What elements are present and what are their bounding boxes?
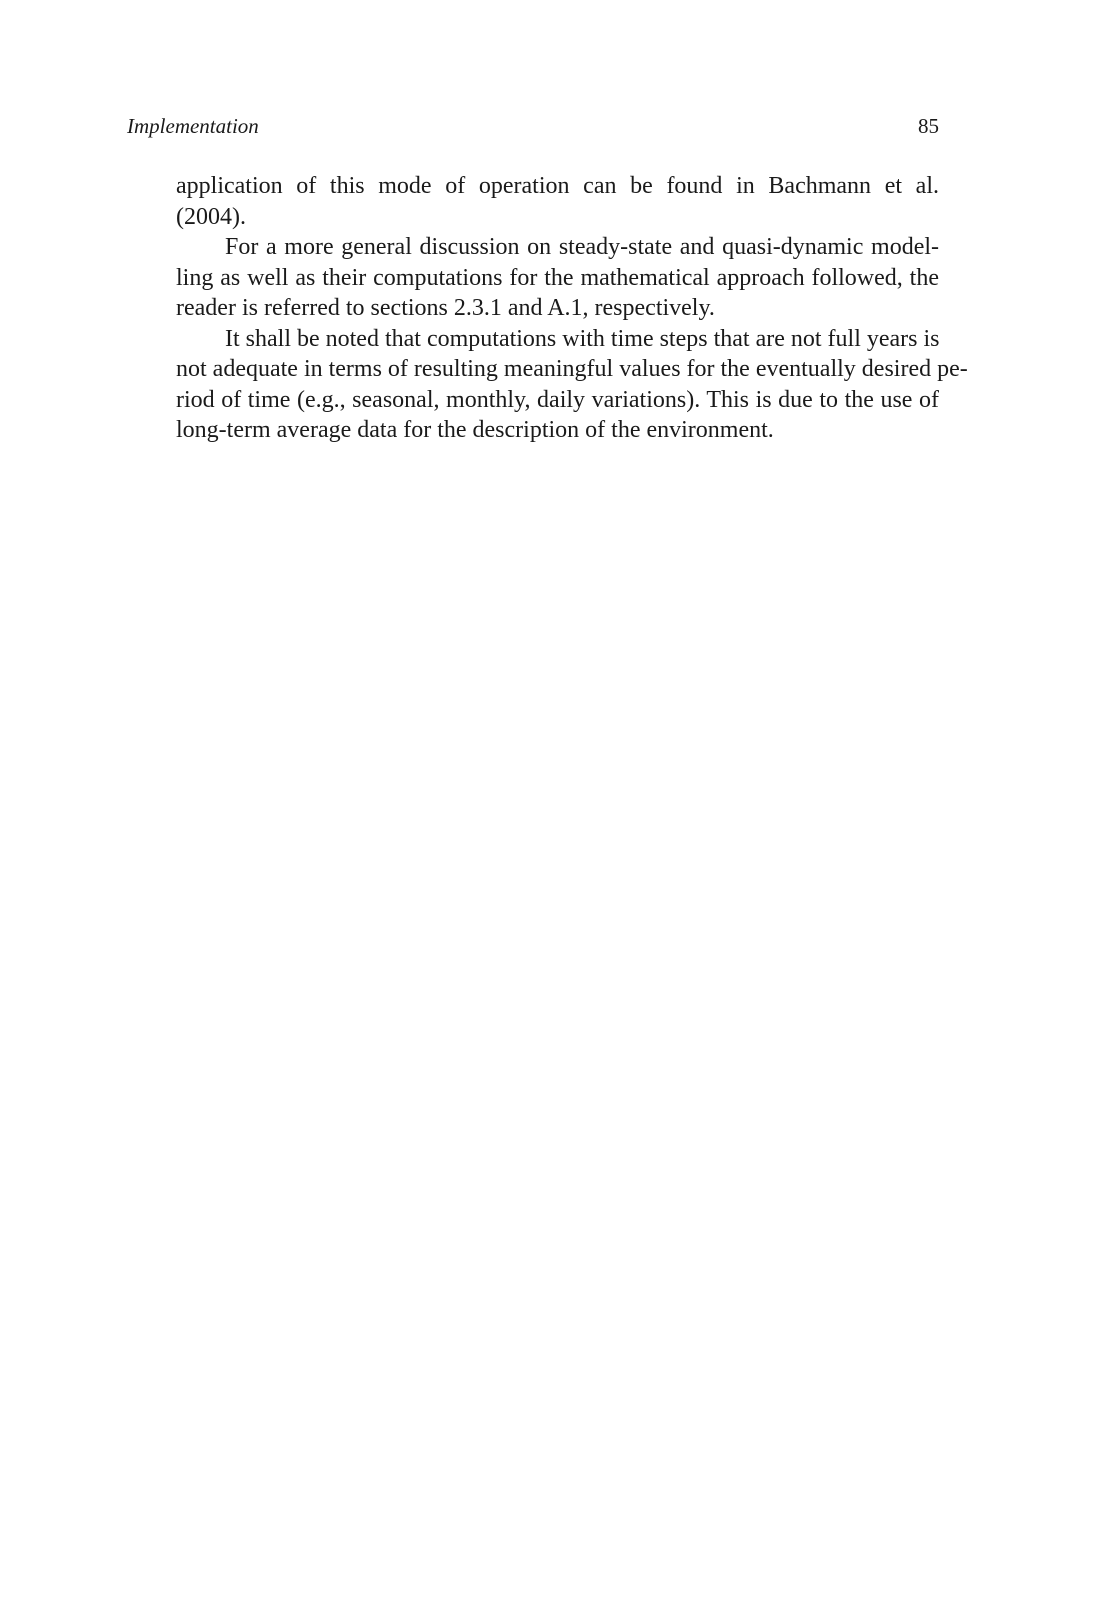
text-line: not adequate in terms of resulting meaningful values for the eventually desired pe- — [176, 356, 968, 382]
text-line: It shall be noted that computations with time steps that are not full years is — [225, 325, 940, 352]
paragraph — [127, 324, 968, 446]
paragraph — [127, 171, 939, 232]
text-line: application of this mode of operation can be found in Bachmann et al. — [176, 173, 939, 199]
text-line: (2004). — [176, 203, 246, 230]
text-line: riod of time (e.g., seasonal, monthly, daily variations). This is due to the use of — [176, 386, 939, 413]
page-number: 85 — [918, 114, 939, 138]
text-line: For a more general discussion on steady-state and quasi-dynamic model- — [225, 234, 939, 260]
running-header — [127, 112, 939, 140]
text-line: reader is referred to sections 2.3.1 and A.1, respectively. — [176, 295, 715, 321]
body-text — [127, 171, 968, 446]
running-title: Implementation — [127, 114, 259, 138]
paragraph — [127, 232, 939, 324]
text-line: long-term average data for the description of the environment. — [176, 417, 774, 443]
text-line: ling as well as their computations for the mathematical approach followed, the — [176, 264, 939, 291]
